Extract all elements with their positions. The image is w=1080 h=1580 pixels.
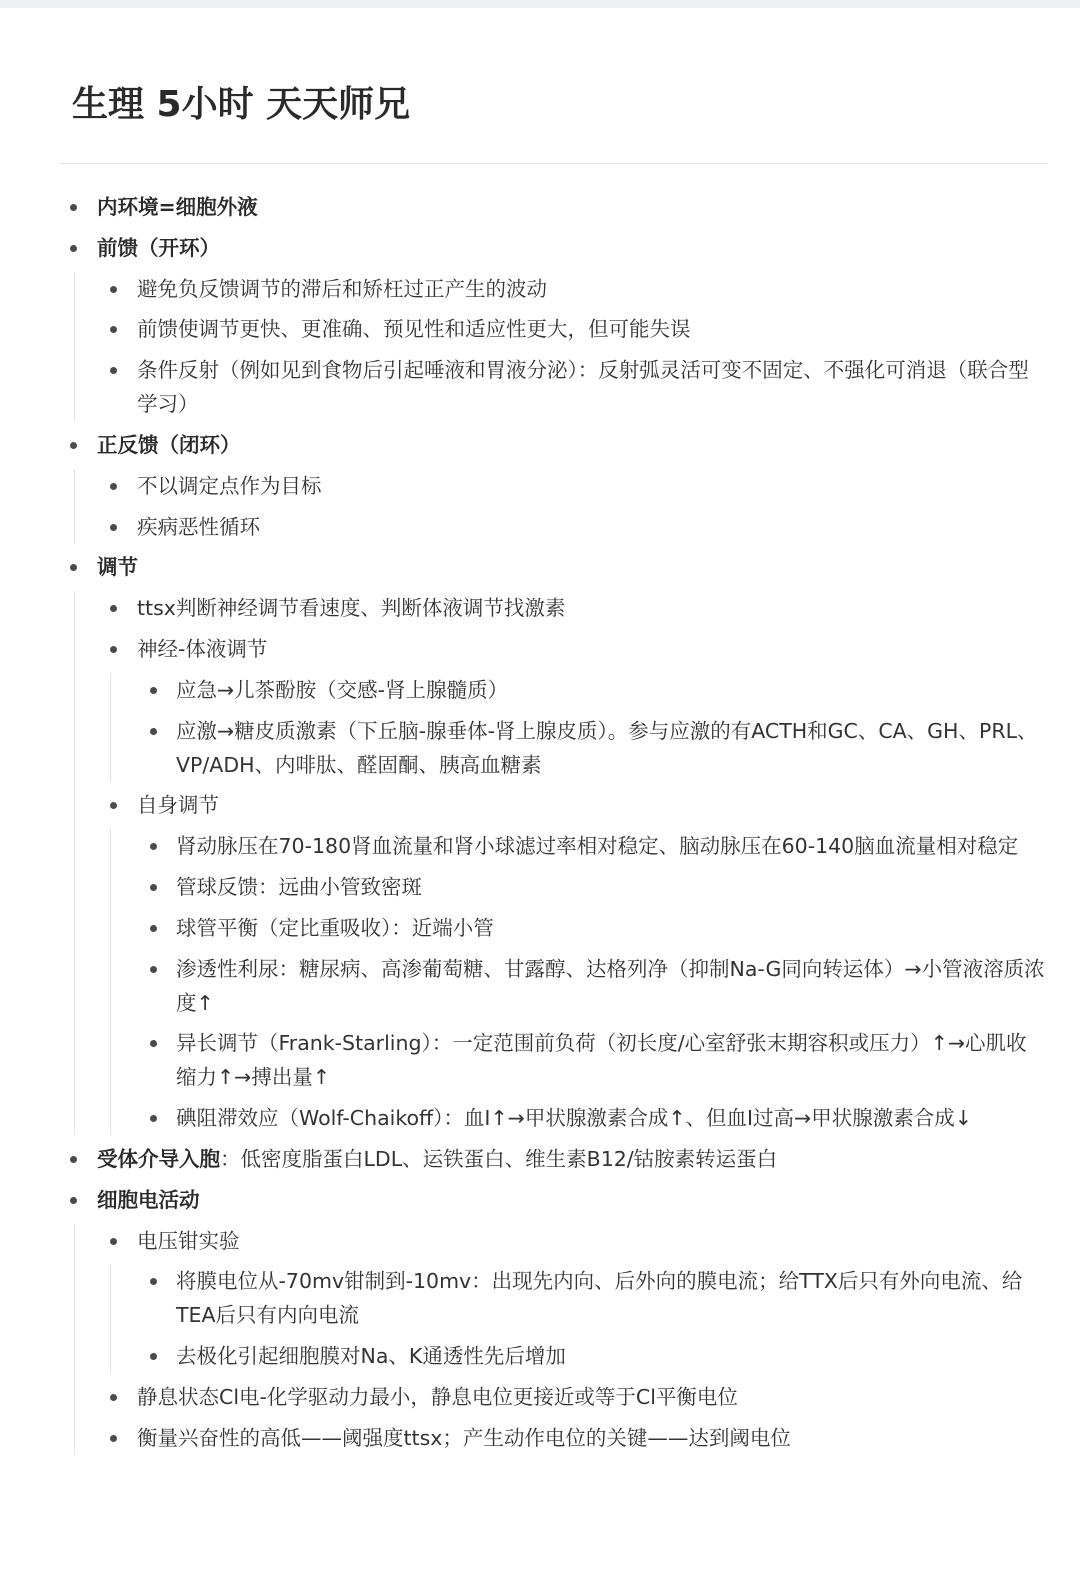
section-label: 前馈（开环） xyxy=(97,235,220,260)
sublist xyxy=(0,591,1080,1135)
list-item: 球管平衡（定比重吸收）：近端小管 xyxy=(137,911,1080,945)
section-label: 受体介导入胞 xyxy=(97,1146,220,1171)
top-strip xyxy=(0,0,1080,8)
list-item-autoregulation: 自身调节 肾动脉压在70-180肾血流量和肾小球滤过率相对稳定、脑动脉压在60-140脑血流量相对稳定 管球反馈：远曲小管致密斑 球管平衡（定比重吸收）：近端小管 渗透性利尿：糖尿病、高渗葡萄糖、甘露醇、达格列净（抑制Na-G同向转运体）→小管液溶质浓度↑ 异长调节（Frank-Starling）：一定范围前负荷（初长度/心室舒张末期容积或压力）↑→心肌收缩力↑→搏出量↑ 碘阻滞效应（Wolf-Chaikoff）：血I↑→甲状腺激素合成↑、但血I过高→甲状腺激素合成↓ xyxy=(97,788,1080,1135)
sublist xyxy=(0,469,1080,544)
list-item: 衡量兴奋性的高低——阈强度ttsx；产生动作电位的关键——达到阈电位 xyxy=(97,1421,1080,1455)
section-label: 调节 xyxy=(97,555,138,580)
section-label: 内环境=细胞外液 xyxy=(97,195,258,219)
list-item: 异长调节（Frank-Starling）：一定范围前负荷（初长度/心室舒张末期容积或压力）↑→心肌收缩力↑→搏出量↑ xyxy=(137,1026,1080,1094)
sublist xyxy=(97,673,1080,782)
section-positive-feedback xyxy=(0,428,1080,544)
section-feedforward xyxy=(0,231,1080,421)
section-text: ：低密度脂蛋白LDL、运铁蛋白、维生素B12/钴胺素转运蛋白 xyxy=(220,1146,778,1171)
section-receptor-endocytosis xyxy=(0,1142,1080,1176)
list-item: 应急→儿茶酚胺（交感-肾上腺髓质） xyxy=(137,673,1080,707)
outline xyxy=(0,190,1080,1462)
sublist xyxy=(0,1224,1080,1455)
section-cell-electrical-activity xyxy=(0,1183,1080,1455)
list-item: ttsx判断神经调节看速度、判断体液调节找激素 xyxy=(97,591,1080,625)
list-item: 去极化引起细胞膜对Na、K通透性先后增加 xyxy=(137,1339,1080,1373)
title-divider xyxy=(58,163,1048,164)
section-label: 正反馈（闭环） xyxy=(97,432,241,457)
list-item: 将膜电位从-70mv钳制到-10mv：出现先内向、后外向的膜电流；给TTX后只有外向电流、给TEA后只有内向电流 xyxy=(137,1264,1080,1332)
sublist xyxy=(0,272,1080,422)
list-item-voltage-clamp: 电压钳实验 将膜电位从-70mv钳制到-10mv：出现先内向、后外向的膜电流；给TTX后只有外向电流、给TEA后只有内向电流 去极化引起细胞膜对Na、K通透性先后增加 xyxy=(97,1224,1080,1374)
sublist xyxy=(97,829,1080,1135)
outline-list xyxy=(0,190,1080,1455)
list-item: 肾动脉压在70-180肾血流量和肾小球滤过率相对稳定、脑动脉压在60-140脑血流量相对稳定 xyxy=(137,829,1080,863)
list-item: 碘阻滞效应（Wolf-Chaikoff）：血I↑→甲状腺激素合成↑、但血I过高→甲状腺激素合成↓ xyxy=(137,1101,1080,1135)
list-item: 条件反射（例如见到食物后引起唾液和胃液分泌）：反射弧灵活可变不固定、不强化可消退（联合型学习） xyxy=(97,353,1080,421)
list-item: 疾病恶性循环 xyxy=(97,510,1080,544)
page-title: 生理 5小时 天天师兄 xyxy=(72,84,411,125)
sublist xyxy=(97,1264,1080,1373)
section-internal-environment xyxy=(0,190,1080,224)
list-item: 渗透性利尿：糖尿病、高渗葡萄糖、甘露醇、达格列净（抑制Na-G同向转运体）→小管液溶质浓度↑ xyxy=(137,952,1080,1020)
list-item: 避免负反馈调节的滞后和矫枉过正产生的波动 xyxy=(97,272,1080,306)
list-item: 应激→糖皮质激素（下丘脑-腺垂体-肾上腺皮质）。参与应激的有ACTH和GC、CA、GH、PRL、VP/ADH、内啡肽、醛固酮、胰高血糖素 xyxy=(137,714,1080,782)
list-item-neuro-humoral: 神经-体液调节 应急→儿茶酚胺（交感-肾上腺髓质） 应激→糖皮质激素（下丘脑-腺垂体-肾上腺皮质）。参与应激的有ACTH和GC、CA、GH、PRL、VP/ADH、内啡肽、醛固酮、胰高血糖素 xyxy=(97,632,1080,782)
list-item: 前馈使调节更快、更准确、预见性和适应性更大，但可能失误 xyxy=(97,312,1080,346)
list-item: 不以调定点作为目标 xyxy=(97,469,1080,503)
section-label: 细胞电活动 xyxy=(97,1187,200,1212)
section-regulation xyxy=(0,550,1080,1135)
list-item: 管球反馈：远曲小管致密斑 xyxy=(137,870,1080,904)
list-item: 静息状态Cl电-化学驱动力最小，静息电位更接近或等于Cl平衡电位 xyxy=(97,1380,1080,1414)
